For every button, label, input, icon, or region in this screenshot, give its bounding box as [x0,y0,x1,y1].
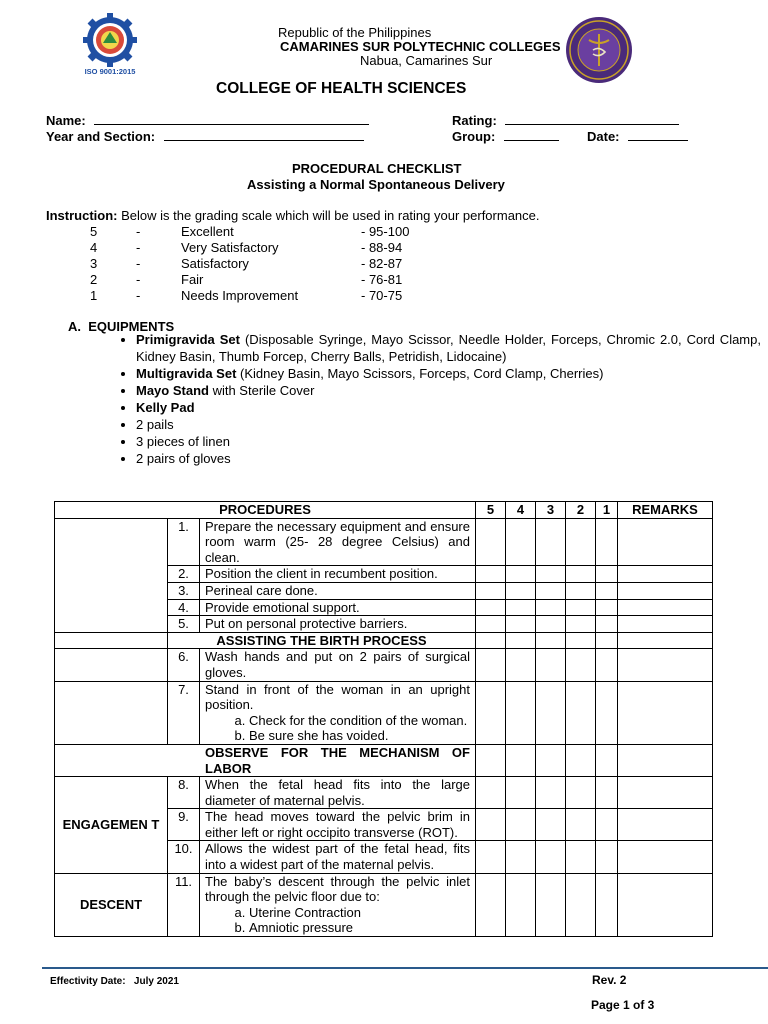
scale-score: 2 [90,272,98,287]
descent-label: DESCENT [55,873,168,936]
score-cell[interactable] [476,777,506,809]
side-cell-empty [55,518,168,632]
step-text: The head moves toward the pelvic brim in either left or right occipito transverse (ROT). [200,809,476,841]
scale-dash: - [136,240,141,255]
score-cell[interactable] [476,649,506,681]
equipment-item [136,400,761,417]
score-cell[interactable] [596,599,618,616]
remarks-cell[interactable] [618,809,713,841]
remarks-cell[interactable] [618,599,713,616]
score-cell[interactable] [506,873,536,936]
score-cell[interactable] [566,518,596,566]
equipment-item-text: 3 pieces of linen [136,433,230,449]
remarks-cell[interactable] [618,582,713,599]
score-cell[interactable] [476,809,506,841]
scale-dash: - [136,224,141,239]
scale-range: - 88-94 [361,240,403,255]
score-cell[interactable] [506,777,536,809]
score-cell [506,632,536,649]
score-cell[interactable] [596,518,618,566]
step-number: 6. [168,649,200,681]
score-cell[interactable] [506,809,536,841]
score-cell[interactable] [596,566,618,583]
scale-dash: - [136,272,141,287]
step-number: 4. [168,599,200,616]
score-3-header: 3 [536,502,566,519]
score-cell[interactable] [596,809,618,841]
equipment-item-text: 2 pails [136,416,174,432]
date-label: Date: [587,129,620,144]
score-cell[interactable] [536,841,566,873]
score-4-header: 4 [506,502,536,519]
year-section-blank [164,129,364,141]
score-cell[interactable] [566,841,596,873]
score-cell[interactable] [476,518,506,566]
effectivity-label: Effectivity Date: [50,976,126,987]
equipment-list [100,332,761,468]
score-cell [536,744,566,776]
score-5-header: 5 [476,502,506,519]
equipment-item-bold: Mayo Stand [136,382,209,398]
remarks-cell[interactable] [618,777,713,809]
score-cell[interactable] [506,841,536,873]
score-cell [566,632,596,649]
score-cell [476,744,506,776]
score-cell[interactable] [476,582,506,599]
score-cell[interactable] [566,777,596,809]
name-field[interactable] [46,113,369,128]
step-subitem: a. Uterine Contraction [249,905,470,921]
table-row [55,649,713,681]
score-cell[interactable] [596,616,618,633]
country-line: Republic of the Philippines [278,25,432,40]
group-blank [504,129,559,141]
score-2-header: 2 [566,502,596,519]
institution-name: CAMARINES SUR POLYTECHNIC COLLEGES [280,39,561,54]
remarks-header: REMARKS [618,502,713,519]
section-title: OBSERVE FOR THE MECHANISM OF LABOR [205,744,470,776]
remarks-cell [618,632,713,649]
institution-location: Nabua, Camarines Sur [360,53,493,68]
score-cell[interactable] [566,873,596,936]
step-number: 2. [168,566,200,583]
step-text-with-subitems [200,681,476,744]
section-title-cell [55,744,476,776]
scale-range: - 76-81 [361,272,403,287]
score-cell[interactable] [596,841,618,873]
scale-score: 3 [90,256,98,271]
score-cell[interactable] [536,649,566,681]
instruction-text: Below is the grading scale which will be used in rating your performance. [117,208,540,223]
step-subitem: b. Be sure she has voided. [249,728,470,744]
score-cell[interactable] [596,873,618,936]
score-cell [476,632,506,649]
score-cell[interactable] [536,777,566,809]
score-cell[interactable] [596,777,618,809]
table-header-row [55,502,713,519]
iso-text: ISO 9001:2015 [84,67,136,76]
side-cell-empty [55,649,168,681]
step-number: 3. [168,582,200,599]
score-cell[interactable] [536,518,566,566]
scale-label: Satisfactory [181,256,249,271]
score-1-header: 1 [596,502,618,519]
score-cell[interactable] [566,649,596,681]
college-logo-right [565,16,633,84]
step-text: Position the client in recumbent position. [200,566,476,583]
college-title: COLLEGE OF HEALTH SCIENCES [216,80,467,97]
score-cell [596,744,618,776]
equipment-heading: A. EQUIPMENTS [68,319,175,334]
page-number: Page 1 of 3 [591,998,655,1012]
side-cell-empty [55,681,168,744]
step-text: Allows the widest part of the fetal head, fits into a widest part of the maternal pelvis. [200,841,476,873]
step-subitems [205,713,470,744]
score-cell[interactable] [506,566,536,583]
checklist-subtitle: Assisting a Normal Spontaneous Delivery [247,177,505,192]
procedure-table [54,501,713,937]
remarks-cell[interactable] [618,616,713,633]
step-number: 8. [168,777,200,809]
scale-range: - 70-75 [361,288,403,303]
step-text: The baby’s descent through the pelvic inlet through the pelvic floor due to: [205,873,470,905]
step-text: When the fetal head fits into the large diameter of maternal pelvis. [200,777,476,809]
date-blank [628,129,688,141]
effectivity-date [50,976,179,987]
remarks-cell[interactable] [618,841,713,873]
step-subitem: a. Check for the condition of the woman. [249,713,470,729]
equipment-item-text: with Sterile Cover [208,382,315,398]
scale-score: 1 [90,288,98,303]
table-row [55,681,713,744]
score-cell[interactable] [476,681,506,744]
score-cell[interactable] [506,599,536,616]
step-text-with-subitems [200,873,476,936]
step-number: 7. [168,681,200,744]
scale-score: 5 [90,224,98,239]
score-cell[interactable] [476,566,506,583]
section-row [55,632,713,649]
score-cell[interactable] [536,809,566,841]
equipment-item-text: (Disposable Syringe, Mayo Scissor, Needle Holder, Forceps, Chromic 2.0, Cord Clamp, Kidney Basin, Thumb Forcep, Cherry Balls, Petridish, Lidocaine) [136,332,761,364]
year-section-field[interactable] [46,129,364,144]
score-cell [566,744,596,776]
equipment-item [136,417,761,434]
revision: Rev. 2 [592,973,627,987]
rating-blank [505,113,679,125]
score-cell[interactable] [506,582,536,599]
remarks-cell[interactable] [618,681,713,744]
college-logo-left [72,12,148,76]
equipment-item [136,383,761,400]
step-number: 11. [168,873,200,936]
scale-range: - 82-87 [361,256,403,271]
score-cell[interactable] [506,649,536,681]
score-cell[interactable] [476,616,506,633]
effectivity-value: July 2021 [133,976,179,987]
score-cell[interactable] [506,616,536,633]
date-field[interactable] [587,129,688,144]
equipment-item-bold: Multigravida Set [136,365,237,381]
remarks-cell[interactable] [618,566,713,583]
score-cell[interactable] [596,649,618,681]
step-text: Perineal care done. [200,582,476,599]
step-number: 5. [168,616,200,633]
score-cell [596,632,618,649]
name-label: Name: [46,113,86,128]
score-cell[interactable] [566,582,596,599]
table-row [55,518,713,566]
score-cell[interactable] [566,599,596,616]
equipment-item [136,332,761,365]
instruction [46,208,540,223]
score-cell [506,744,536,776]
table-row [55,777,713,809]
score-cell[interactable] [566,809,596,841]
score-cell[interactable] [536,873,566,936]
year-section-label: Year and Section: [46,129,156,144]
equipment-item-bold: Primigravida Set [136,332,240,347]
scale-label: Fair [181,272,204,287]
scale-label: Excellent [181,224,234,239]
equipment-item [136,366,761,383]
step-number: 10. [168,841,200,873]
equipment-item-text: (Kidney Basin, Mayo Scissors, Forceps, Cord Clamp, Cherries) [236,365,604,381]
score-cell[interactable] [536,599,566,616]
step-subitem: b. Amniotic pressure [249,920,470,936]
engagement-label: ENGAGEMEN T [55,777,168,874]
equipment-item-bold: Kelly Pad [136,399,195,415]
remarks-cell[interactable] [618,873,713,936]
scale-label: Needs Improvement [181,288,299,303]
score-cell [536,632,566,649]
equipment-item-text: 2 pairs of gloves [136,450,231,466]
score-cell[interactable] [566,566,596,583]
side-cell-empty [55,632,168,649]
score-cell[interactable] [536,566,566,583]
step-text: Provide emotional support. [200,599,476,616]
score-cell[interactable] [596,582,618,599]
score-cell[interactable] [506,518,536,566]
step-number: 1. [168,518,200,566]
rating-field[interactable] [452,113,679,128]
scale-dash: - [136,288,141,303]
procedures-header: PROCEDURES [55,502,476,519]
equipment-item [136,451,761,468]
score-cell[interactable] [476,873,506,936]
section-title: ASSISTING THE BIRTH PROCESS [168,632,476,649]
score-cell[interactable] [536,681,566,744]
score-cell[interactable] [476,841,506,873]
group-field[interactable] [452,129,559,144]
checklist-title: PROCEDURAL CHECKLIST [292,161,462,176]
step-text: Wash hands and put on 2 pairs of surgical gloves. [200,649,476,681]
section-row [55,744,713,776]
footer-rule [42,967,768,969]
score-cell[interactable] [506,681,536,744]
score-cell[interactable] [566,616,596,633]
scale-label: Very Satisfactory [181,240,279,255]
step-text: Put on personal protective barriers. [200,616,476,633]
scale-dash: - [136,256,141,271]
step-subitems [205,905,470,936]
step-text: Stand in front of the woman in an upright position. [205,681,470,713]
score-cell[interactable] [566,681,596,744]
rating-label: Rating: [452,113,497,128]
scale-score: 4 [90,240,98,255]
remarks-cell[interactable] [618,518,713,566]
name-blank [94,113,369,125]
group-label: Group: [452,129,496,144]
table-row [55,873,713,936]
instruction-label: Instruction: [46,208,118,223]
score-cell[interactable] [536,582,566,599]
remarks-cell [618,744,713,776]
scale-range: - 95-100 [361,224,410,239]
equipment-item [136,434,761,451]
score-cell[interactable] [596,681,618,744]
step-number: 9. [168,809,200,841]
remarks-cell[interactable] [618,649,713,681]
score-cell[interactable] [536,616,566,633]
score-cell[interactable] [476,599,506,616]
step-text: Prepare the necessary equipment and ensure room warm (25- 28 degree Celsius) and clean. [200,518,476,566]
